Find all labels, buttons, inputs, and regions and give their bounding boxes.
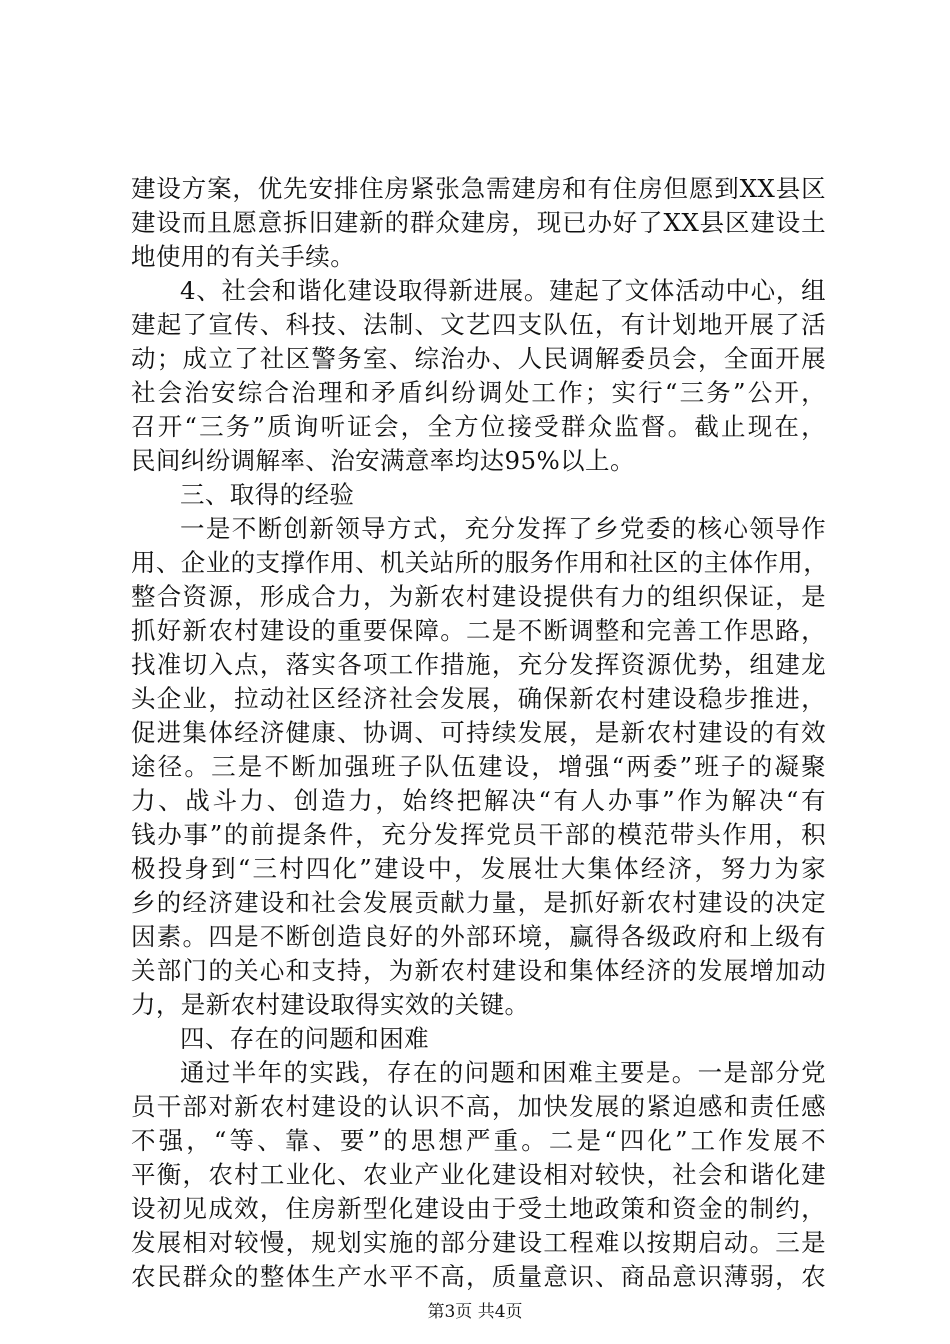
text-line: 建设而且愿意拆旧建新的群众建房，现已办好了XX县区建设土 <box>131 208 826 237</box>
text-line: 建设方案，优先安排住房紧张急需建房和有住房但愿到XX县区 <box>131 174 826 203</box>
text-line: 找准切入点，落实各项工作措施，充分发挥资源优势，组建龙 <box>131 650 826 679</box>
text-line: 民间纠纷调解率、治安满意率均达95%以上。 <box>131 446 635 475</box>
text-line: 设初见成效，住房新型化建设由于受土地政策和资金的制约， <box>131 1194 826 1223</box>
text-line: 促进集体经济健康、协调、可持续发展，是新农村建设的有效 <box>131 718 826 747</box>
text-line: 发展相对较慢，规划实施的部分建设工程难以按期启动。三是 <box>131 1228 826 1257</box>
text-line: 农民群众的整体生产水平不高，质量意识、商品意识薄弱，农 <box>131 1262 826 1291</box>
paragraph-start-line: 4、社会和谐化建设取得新进展。建起了文体活动中心，组 <box>180 276 826 305</box>
text-line: 极投身到“三村四化”建设中，发展壮大集体经济，努力为家 <box>131 854 826 883</box>
text-line: 乡的经济建设和社会发展贡献力量，是抓好新农村建设的决定 <box>131 888 826 917</box>
text-line: 钱办事”的前提条件，充分发挥党员干部的模范带头作用，积 <box>131 820 826 849</box>
text-line: 社会治安综合治理和矛盾纠纷调处工作；实行“三务”公开， <box>131 378 826 407</box>
text-line: 地使用的有关手续。 <box>131 242 356 271</box>
text-line: 途径。三是不断加强班子队伍建设，增强“两委”班子的凝聚 <box>131 752 826 781</box>
text-line: 不强，“等、靠、要”的思想严重。二是“四化”工作发展不 <box>131 1126 826 1155</box>
page-number-footer: 第3页 共4页 <box>427 1302 523 1322</box>
section-heading: 三、取得的经验 <box>180 480 355 509</box>
text-line: 力，是新农村建设取得实效的关键。 <box>131 990 530 1019</box>
text-line: 关部门的关心和支持，为新农村建设和集体经济的发展增加动 <box>131 956 826 985</box>
section-heading: 四、存在的问题和困难 <box>180 1024 429 1053</box>
text-line: 整合资源，形成合力，为新农村建设提供有力的组织保证，是 <box>131 582 826 611</box>
text-line: 动；成立了社区警务室、综治办、人民调解委员会，全面开展 <box>131 344 826 373</box>
paragraph-start-line: 通过半年的实践，存在的问题和困难主要是。一是部分党 <box>180 1058 826 1087</box>
text-line: 召开“三务”质询听证会，全方位接受群众监督。截止现在， <box>131 412 826 441</box>
text-line: 因素。四是不断创造良好的外部环境，赢得各级政府和上级有 <box>131 922 826 951</box>
text-line: 建起了宣传、科技、法制、文艺四支队伍，有计划地开展了活 <box>131 310 826 339</box>
paragraph-start-line: 一是不断创新领导方式，充分发挥了乡党委的核心领导作 <box>180 514 826 543</box>
text-line: 抓好新农村建设的重要保障。二是不断调整和完善工作思路， <box>131 616 826 645</box>
text-line: 头企业，拉动社区经济社会发展，确保新农村建设稳步推进， <box>131 684 826 713</box>
text-line: 用、企业的支撑作用、机关站所的服务作用和社区的主体作用， <box>131 548 829 577</box>
document-body <box>131 172 829 1294</box>
text-line: 力、战斗力、创造力，始终把解决“有人办事”作为解决“有 <box>131 786 826 815</box>
text-line: 员干部对新农村建设的认识不高，加快发展的紧迫感和责任感 <box>131 1092 826 1121</box>
text-line: 平衡，农村工业化、农业产业化建设相对较快，社会和谐化建 <box>131 1160 826 1189</box>
